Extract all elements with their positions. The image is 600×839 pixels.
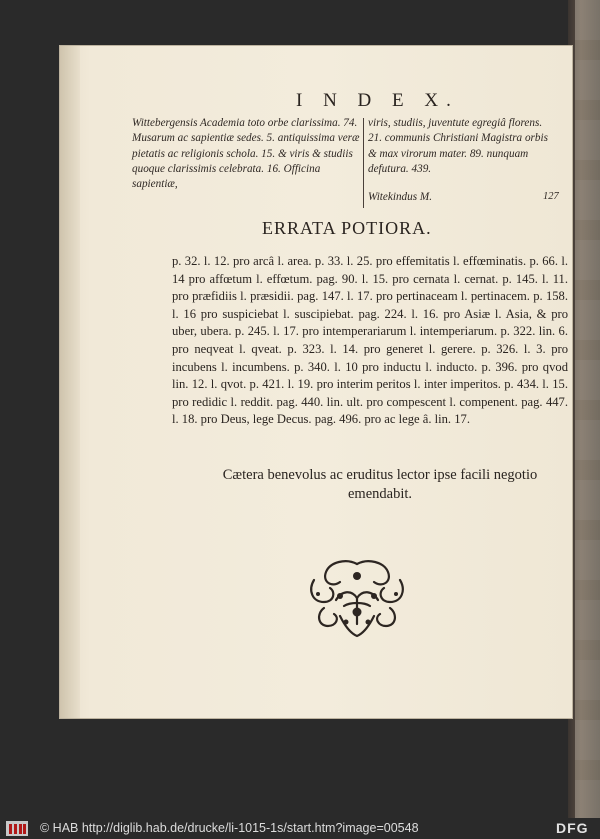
copyright-link[interactable]: © HAB http://diglib.hab.de/drucke/li-1015-1s/start.htm?image=00548 bbox=[40, 821, 419, 835]
page-number: 127 bbox=[543, 191, 559, 202]
closing-note: Cætera benevolus ac eruditus lector ipse facili negotio emendabit. bbox=[222, 467, 538, 502]
index-heading: I N D E X. bbox=[296, 90, 459, 111]
index-column-right: viris, studiis, juventute egregiâ florens. 21. communis Christiani Magistra orbis & max virorum mater. 89. nunquam defutura. 439. bbox=[368, 117, 548, 175]
index-column-left: Wittebergensis Academia toto orbe clarissima. 74. Musarum ac sapientiæ sedes. 5. antiquissima veræ pietatis ac religionis schola. 15. & viris & studiis quoque clarissimis celebrata. 16. Officina sapientiæ, bbox=[132, 117, 360, 191]
adjacent-page-strip bbox=[575, 0, 600, 818]
dfg-logo: DFG bbox=[556, 820, 589, 836]
column-divider bbox=[363, 118, 364, 208]
viewer-footer bbox=[0, 818, 600, 839]
hab-library-logo-icon bbox=[6, 821, 28, 836]
errata-heading: ERRATA POTIORA. bbox=[262, 218, 432, 238]
errata-list: p. 32. l. 12. pro arcâ l. area. p. 33. l. 25. pro effemitatis l. effœminatis. p. 66. l. 14 pro affœtum l. effœtum. pag. 90. l. 15. pro cernata l. cernat. p. 145. l. 11. pro præfidiis l. præsidii. pag. 147. l. 17. pro pertinaceam l. pertinacem. p. 158. l. 16 pro suspiciebat l. suscipiebat. pag. 224. l. 16. pro Asiæ l. Asia, & pro uber, ubera. p. 245. l. 17. pro intemperariarum l. intemperiarum. p. 322. lin. 6. pro neqveat l. qveat. p. 323. l. 14. pro generet l. gerere. p. 326. l. 3. pro incubens l. incumbens. p. 340. l. 10 pro inductu l. inducto. p. 396. pro qvod lin. 12. l. qvot. p. 421. l. 19. pro interim peritos l. inter imperitos. p. 434. l. 15. pro redidic l. reddit. pag. 440. lin. ult. pro compescent l. compenent. pag. 447. l. 18. pro Deus, lege Decus. pag. 496. pro ac lege â. lin. 17. bbox=[172, 254, 568, 427]
printer-ornament-icon bbox=[306, 556, 408, 640]
page-gutter bbox=[60, 46, 80, 718]
catchword: Witekindus M. bbox=[368, 191, 433, 203]
